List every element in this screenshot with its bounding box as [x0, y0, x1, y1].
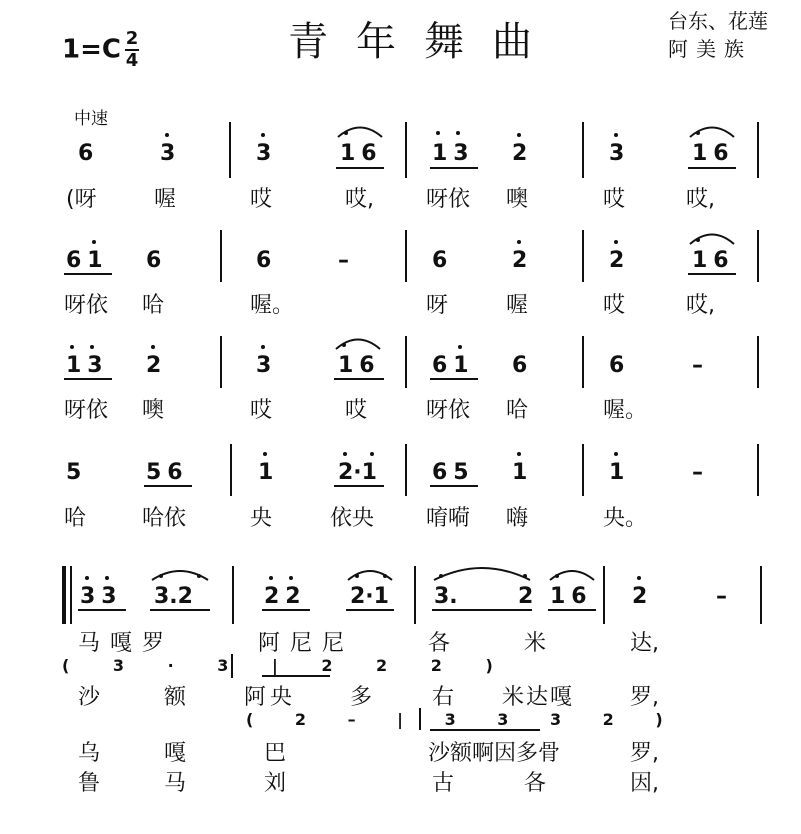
note: 61	[66, 248, 109, 273]
note: 33	[80, 584, 123, 609]
note: 6	[256, 248, 272, 273]
lyric: 古	[432, 771, 455, 796]
lyric: 哎,	[345, 187, 374, 212]
lyric: (呀	[66, 187, 97, 212]
note: 16	[340, 141, 383, 166]
lyric: 沙额啊因多骨	[428, 741, 561, 766]
lyric: 哎,	[686, 187, 715, 212]
note: 3.2	[154, 584, 193, 609]
lyric: 各	[428, 631, 451, 656]
note: 16	[692, 141, 735, 166]
lyric: 额	[164, 685, 187, 710]
note: 3	[256, 353, 272, 378]
note: –	[716, 584, 727, 609]
lyric: 哈	[506, 398, 529, 423]
source-people: 阿美族	[668, 37, 752, 61]
note: 13	[432, 141, 475, 166]
lyric: 呀依	[426, 398, 471, 423]
lyric: 喔。	[603, 398, 648, 423]
note: 6	[512, 353, 528, 378]
note: 3	[160, 141, 176, 166]
lyric: 罗,	[630, 685, 659, 710]
alt-notes-line-1: ( 3 · 3 | 2 2 2 )	[62, 656, 493, 675]
note: –	[692, 460, 703, 485]
note: 16	[550, 584, 593, 609]
lyric: 呀依	[64, 293, 109, 318]
lyric: 呀依	[426, 187, 471, 212]
lyric: 呀	[426, 293, 449, 318]
note: 1	[609, 460, 625, 485]
lyric: 哎	[603, 293, 626, 318]
note: 6	[78, 141, 94, 166]
note: 3	[256, 141, 272, 166]
note: –	[338, 248, 349, 273]
source-region: 台东、花莲	[668, 9, 768, 33]
note: 16	[692, 248, 735, 273]
note: 3	[609, 141, 625, 166]
lyric: 各	[524, 771, 547, 796]
lyric: 央	[250, 506, 273, 531]
lyric: 马嘎罗	[78, 631, 175, 656]
lyric: 多	[350, 685, 373, 710]
note: 2·1	[350, 584, 389, 609]
key-signature: 1=C $\frac{2}{4}$	[62, 28, 139, 71]
lyric: 哎	[250, 398, 273, 423]
lyric: 嘎	[164, 741, 187, 766]
note: 6	[146, 248, 162, 273]
note: 1	[258, 460, 274, 485]
lyric: 巴	[264, 741, 287, 766]
lyric: 唷嗬	[426, 506, 471, 531]
note: 3.	[434, 584, 458, 609]
note: 6	[609, 353, 625, 378]
tempo-marking: 中速	[74, 109, 108, 129]
lyric: 罗,	[630, 741, 659, 766]
lyric: 米	[524, 631, 547, 656]
note: 2	[609, 248, 625, 273]
song-title: 青年舞曲	[288, 19, 560, 65]
lyric: 央。	[603, 506, 648, 531]
note: –	[692, 353, 703, 378]
note: 61	[432, 353, 475, 378]
lyric: 右	[432, 685, 455, 710]
lyric: 喔	[154, 187, 177, 212]
note: 16	[338, 353, 381, 378]
note: 22	[264, 584, 307, 609]
note: 65	[432, 460, 475, 485]
lyric: 哎	[603, 187, 626, 212]
lyric: 沙	[78, 685, 101, 710]
lyric: 米达嘎	[502, 685, 575, 710]
note: 2·1	[338, 460, 377, 485]
note: 2	[512, 141, 528, 166]
lyric: 刘	[264, 771, 287, 796]
lyric: 阿尼尼	[258, 631, 355, 656]
lyric: 乌	[78, 741, 101, 766]
alt-notes-line-2: ( 2 – | 3 3 3 2 )	[246, 710, 663, 729]
lyric: 达,	[630, 631, 659, 656]
lyric: 哎	[345, 398, 368, 423]
note: 56	[146, 460, 189, 485]
lyric: 哎	[250, 187, 273, 212]
note: 1	[512, 460, 528, 485]
time-signature: $\frac{2}{4}$	[125, 28, 139, 71]
lyric: 喔	[506, 293, 529, 318]
note: 13	[66, 353, 109, 378]
note: 2	[632, 584, 648, 609]
lyric: 鲁	[78, 771, 101, 796]
note: 2	[512, 248, 528, 273]
lyric: 哎,	[686, 293, 715, 318]
note: 6	[432, 248, 448, 273]
lyric: 马	[164, 771, 187, 796]
note: 2	[146, 353, 162, 378]
lyric: 哈依	[142, 506, 187, 531]
note: 5	[66, 460, 82, 485]
lyric: 因,	[630, 771, 659, 796]
lyric: 呀依	[64, 398, 109, 423]
lyric: 噢	[142, 398, 165, 423]
lyric: 嗨	[506, 506, 529, 531]
lyric: 噢	[506, 187, 529, 212]
lyric: 哈	[64, 506, 87, 531]
lyric: 阿央	[244, 685, 297, 710]
lyric: 哈	[142, 293, 165, 318]
note: 2	[518, 584, 534, 609]
lyric: 喔。	[250, 293, 295, 318]
lyric: 依央	[330, 506, 375, 531]
slur	[434, 568, 530, 580]
